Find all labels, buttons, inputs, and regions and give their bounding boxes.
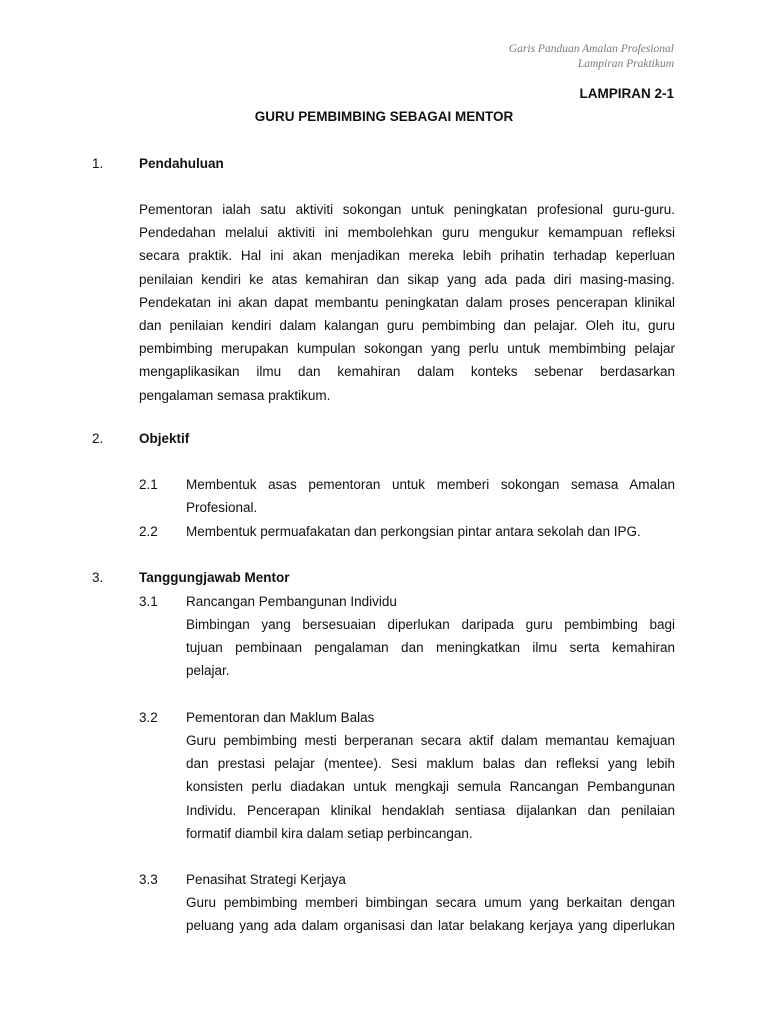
- item-2-1-number: 2.1: [139, 477, 158, 492]
- paragraph-line: Profesional.: [186, 500, 258, 516]
- section-2-heading: Objektif: [139, 431, 190, 446]
- paragraph-line: tujuan pembinaan pengalaman dan meningkatkan ilmu serta kemahiran: [186, 640, 675, 656]
- paragraph-line: Pendedahan melalui aktiviti ini membolehkan guru mengukur kemampuan refleksi: [139, 225, 675, 241]
- section-3-number: 3.: [92, 570, 104, 585]
- paragraph-line: formatif diambil kira dalam setiap perbincangan.: [186, 825, 473, 841]
- item-3-2-title: Pementoran dan Maklum Balas: [186, 710, 375, 725]
- paragraph-line: Guru pembimbing mesti berperanan secara aktif dalam memantau kemajuan: [186, 733, 675, 748]
- paragraph-line: Membentuk permuafakatan dan perkongsian pintar antara sekolah dan IPG.: [186, 524, 641, 539]
- running-header: [509, 42, 674, 72]
- item-2-2-number: 2.2: [139, 524, 158, 539]
- section-3-heading: Tanggungjawab Mentor: [139, 570, 290, 585]
- item-3-1-title: Rancangan Pembangunan Individu: [186, 594, 397, 609]
- item-3-3-title: Penasihat Strategi Kerjaya: [186, 872, 346, 887]
- paragraph-line: dan prestasi pelajar (mentee). Sesi maklum balas dan refleksi yang lebih: [186, 756, 675, 772]
- paragraph-line: secara praktik. Hal ini akan menjadikan mereka lebih prihatin terhadap keperluan: [139, 248, 675, 264]
- paragraph-line: Membentuk asas pementoran untuk memberi sokongan semasa Amalan: [186, 477, 675, 492]
- paragraph-line: dan penilaian kendiri dalam kalangan guru pembimbing dan pelajar. Oleh itu, guru: [139, 318, 675, 334]
- paragraph-line: penilaian kendiri ke atas kemahiran dan sikap yang ada pada diri masing-masing.: [139, 271, 675, 287]
- running-header-line-2: Lampiran Praktikum: [577, 58, 674, 70]
- item-3-1-text: [186, 613, 675, 683]
- paragraph-line: pengalaman semasa praktikum.: [139, 387, 331, 403]
- item-3-3-number: 3.3: [139, 872, 158, 887]
- item-3-2-text: [186, 729, 675, 845]
- item-3-1-number: 3.1: [139, 594, 158, 609]
- item-3-3-text: [186, 891, 675, 937]
- document-title: GURU PEMBIMBING SEBAGAI MENTOR: [254, 109, 514, 124]
- paragraph-line: pelajar.: [186, 663, 230, 679]
- paragraph-line: konsisten perlu diadakan untuk mengkaji semula Rancangan Pembangunan: [186, 779, 675, 795]
- section-2-number: 2.: [92, 431, 104, 446]
- paragraph-line: Guru pembimbing memberi bimbingan secara umum yang berkaitan dengan: [186, 895, 675, 910]
- section-1-paragraph: [139, 198, 675, 407]
- paragraph-line: Bimbingan yang bersesuaian diperlukan daripada guru pembimbing bagi: [186, 617, 675, 632]
- section-1-number: 1.: [92, 156, 104, 171]
- paragraph-line: Pementoran ialah satu aktiviti sokongan untuk peningkatan profesional guru-guru.: [139, 202, 675, 217]
- item-3-2-number: 3.2: [139, 710, 158, 725]
- paragraph-line: Pendekatan ini akan dapat membantu peningkatan dalam proses pencerapan klinikal: [139, 294, 675, 310]
- paragraph-line: peluang yang ada dalam organisasi dan latar belakang kerjaya yang diperlukan: [186, 918, 675, 934]
- section-1-heading: Pendahuluan: [139, 156, 224, 171]
- appendix-label: LAMPIRAN 2-1: [579, 86, 674, 101]
- paragraph-line: mengaplikasikan ilmu dan kemahiran dalam konteks sebenar berdasarkan: [139, 364, 675, 380]
- paragraph-line: Individu. Pencerapan klinikal hendaklah sentiasa dijalankan dan penilaian: [186, 802, 675, 818]
- running-header-line-1: Garis Panduan Amalan Profesional: [508, 43, 674, 55]
- item-2-1-text: [186, 473, 675, 519]
- item-2-2-text: [186, 520, 675, 543]
- paragraph-line: pembimbing merupakan kumpulan sokongan yang perlu untuk membimbing pelajar: [139, 341, 675, 357]
